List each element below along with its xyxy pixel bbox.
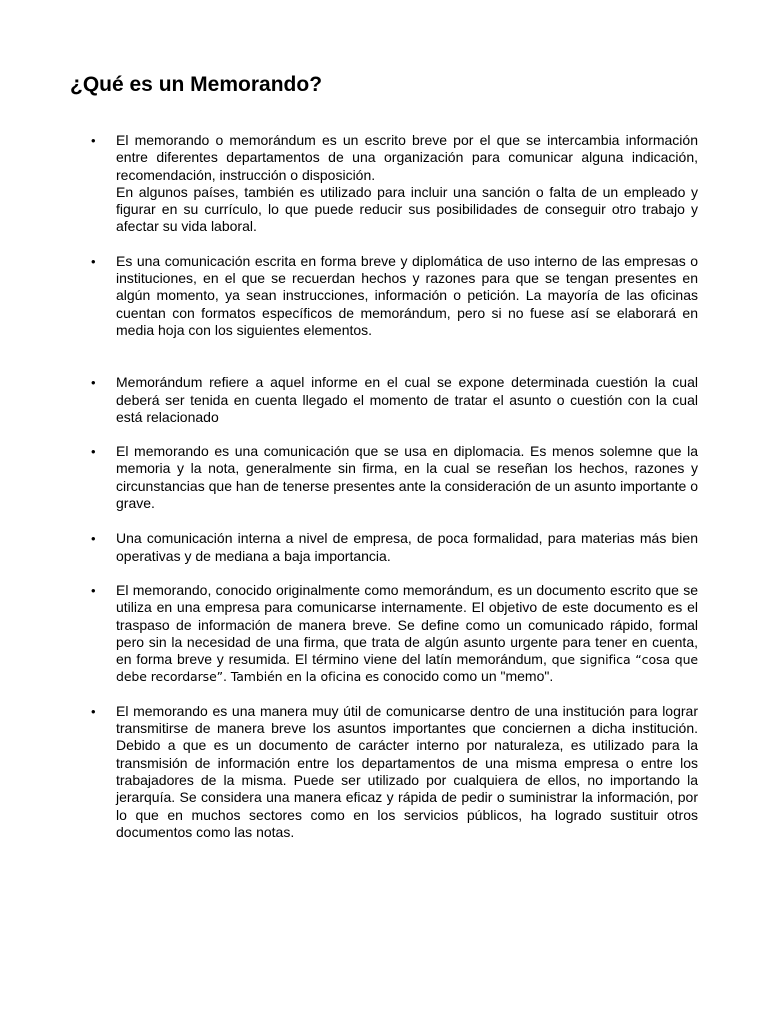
paragraph-text-alt-font: que significa “cosa que debe recordarse”. También en la oficina es <box>116 652 699 685</box>
bullet-icon: • <box>91 531 96 547</box>
paragraph: En algunos países, también es utilizado para incluir una sanción o falta de un empleado y figurar en su currículo, lo que puede reducir sus posibilidades de conseguir otro trabajo y afectar su vida laboral. <box>116 183 698 235</box>
bullet-icon: • <box>91 375 96 391</box>
list-item <box>91 132 698 236</box>
paragraph: Memorándum refiere a aquel informe en el cual se expone determinada cuestión la cual deberá ser tenida en cuenta llegado el momento de tratar el asunto o cuestión con la cual está relacionado <box>116 374 698 425</box>
paragraph <box>116 582 698 686</box>
bullet-icon: • <box>91 703 96 719</box>
paragraph: El memorando es una comunicación que se usa en diplomacia. Es menos solemne que la memoria y la nota, generalmente sin firma, en la cual se reseñan los hechos, razones y circunstancias que han de tenerse presentes ante la consideración de un asunto importante o grave. <box>116 443 698 512</box>
bullet-icon: • <box>91 133 96 148</box>
list-item <box>91 443 698 512</box>
bullet-icon: • <box>91 253 96 269</box>
paragraph: Una comunicación interna a nivel de empresa, de poca formalidad, para materias más bien operativas y de mediana a baja importancia. <box>116 530 698 564</box>
bullet-list <box>91 132 698 841</box>
paragraph-text: El memorando, conocido originalmente como memorándum, es un documento escrito que se utiliza en una empresa para comunicarse internamente. El objetivo de este documento es el traspaso de información de manera breve. Se define como un comunicado rápido, formal pero sin la necesidad de una firma, que trata de algún asunto urgente para tener en cuenta, en forma breve y resumida. El término viene del latín memorándum, <box>116 581 698 668</box>
list-item <box>91 703 698 841</box>
paragraph: El memorando o memorándum es un escrito breve por el que se intercambia información entre diferentes departamentos de una organización para comunicar alguna indicación, recomendación, instrucción o disposición. <box>116 132 698 183</box>
list-item <box>91 253 698 339</box>
page-title: ¿Qué es un Memorando? <box>70 73 323 96</box>
paragraph-text-end: conocido como un "memo". <box>379 668 554 685</box>
bullet-icon: • <box>91 582 96 598</box>
bullet-icon: • <box>91 444 96 460</box>
paragraph: El memorando es una manera muy útil de comunicarse dentro de una institución para lograr transmitirse de manera breve los asuntos importantes que conciernen a dicha institución. Debido a que es un documento de carácter interno por naturaleza, es utilizado para la transmisión de información entre los departamentos de una misma empresa o entre los trabajadores de la misma. Puede ser utilizado por cualquiera de ellos, no importando la jerarquía. Se considera una manera eficaz y rápida de pedir o suministrar la información, por lo que en muchos sectores como en los servicios públicos, ha logrado sustituir otros documentos como las notas. <box>116 702 698 840</box>
list-item <box>91 530 698 565</box>
paragraph: Es una comunicación escrita en forma breve y diplomática de uso interno de las empresas o instituciones, en el que se recuerdan hechos y razones para que se tengan presentes en algún momento, ya sean instrucciones, información o petición. La mayoría de las oficinas cuentan con formatos específicos de memorándum, pero si no fuese así se elaborará en media hoja con los siguientes elementos. <box>116 252 698 338</box>
list-item <box>91 582 698 686</box>
list-item <box>91 374 698 426</box>
